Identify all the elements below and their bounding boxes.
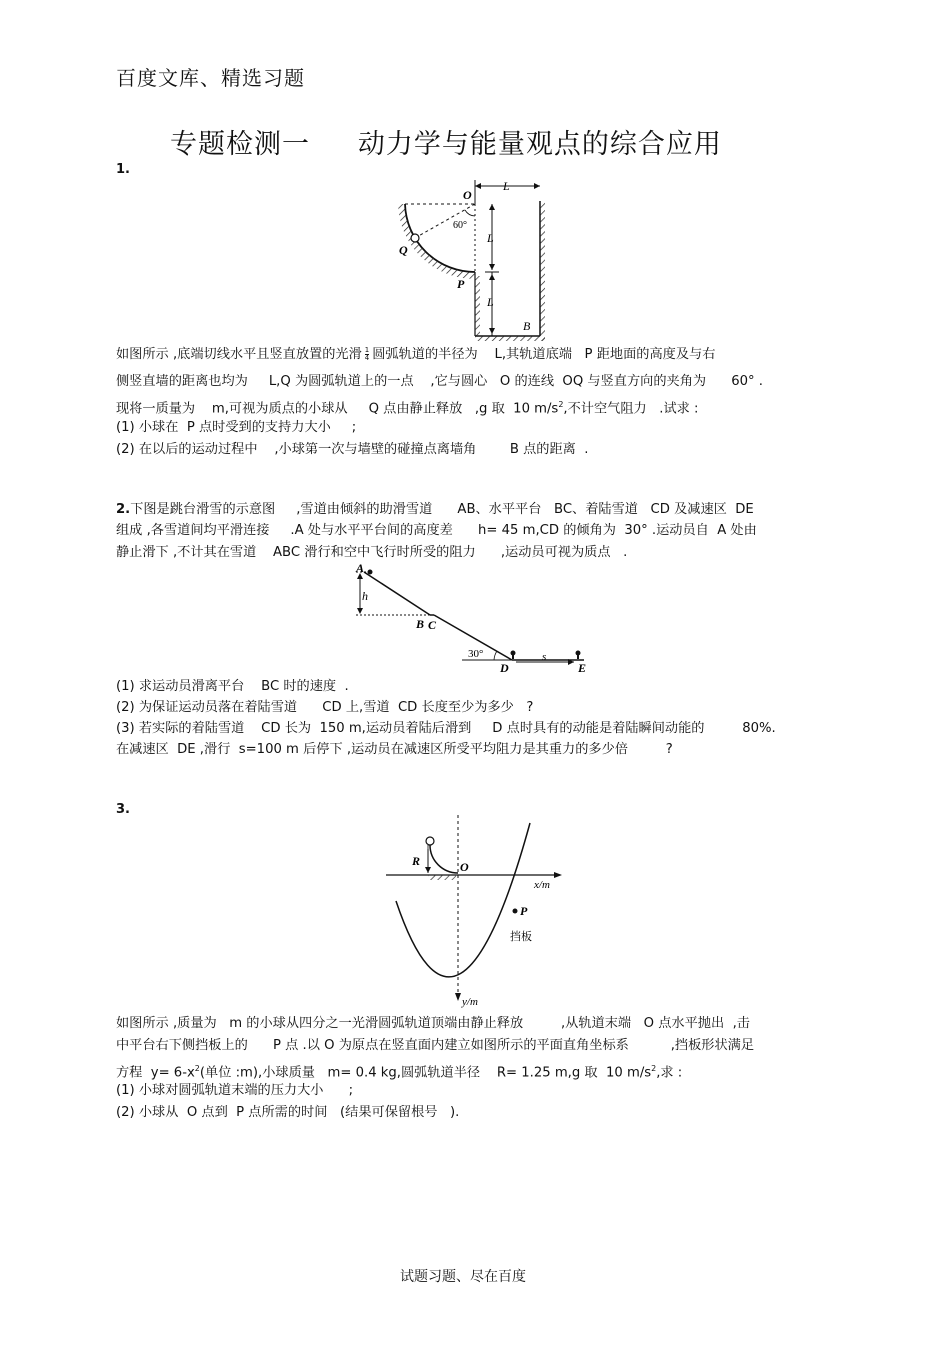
q2-skier-A <box>368 570 373 575</box>
q2-figure <box>352 562 592 674</box>
q2-sub3b: 在减速区 DE ,滑行 s=100 m 后停下 ,运动员在减速区所受平均阻力是其重力的多少倍 ? <box>116 742 673 757</box>
q3-label-x: x/m <box>534 879 550 891</box>
q2-text-line1: 2.下图是跳台滑雪的示意图 ,雪道由倾斜的助滑雪道 AB、水平平台 BC、着陆雪道 CD 及减速区 DE <box>116 502 754 517</box>
q2-label-A: A <box>356 562 365 575</box>
q2-label-E: E <box>578 661 587 674</box>
q3-number: 3. <box>116 802 130 817</box>
q3-text-line2: 中平台右下侧挡板上的 P 点 .以 O 为原点在竖直面内建立如图所示的平面直角坐标系 ,挡板形状满足 <box>116 1038 755 1053</box>
q1-label-angle: 60° <box>453 220 467 231</box>
q2-label-D: D <box>500 661 509 674</box>
q2-text-line3: 静止滑下 ,不计其在雪道 ABC 滑行和空中飞行时所受的阻力 ,运动员可视为质点 . <box>116 545 628 560</box>
q1-label-L-low: L <box>487 295 494 309</box>
q3-label-board: 挡板 <box>510 931 532 943</box>
q1-arc-hatch <box>398 204 475 279</box>
q1-label-L-mid: L <box>487 231 494 245</box>
q2-sub2: (2) 为保证运动员落在着陆雪道 CD 上,雪道 CD 长度至少为多少 ? <box>116 700 534 715</box>
q2-text-line2: 组成 ,各雪道间均平滑连接 .A 处与水平平台间的高度差 h= 45 m,CD 的倾角为 30° .运动员自 A 处由 <box>116 523 757 538</box>
q1-label-Q: Q <box>399 243 408 257</box>
q1-label-O: O <box>463 188 472 202</box>
q1-label-B: B <box>523 319 531 333</box>
q1-text-line3: 现将一质量为 m,可视为质点的小球从 Q 点由静止释放 ,g 取 10 $m/s^2$,不计空气阻力 .试求 : <box>116 400 699 417</box>
page-title: 专题检测一 动力学与能量观点的综合应用 <box>170 129 722 160</box>
q2-label-s: s <box>542 651 547 663</box>
q3-label-O: O <box>460 860 469 874</box>
q1-label-L-top: L <box>503 179 510 193</box>
q2-skier-D <box>511 651 516 656</box>
q3-sub2: (2) 小球从 O 点到 P 点所需的时间 (结果可保留根号 ). <box>116 1105 460 1120</box>
q3-text-line1: 如图所示 ,质量为 m 的小球从四分之一光滑圆弧轨道顶端由静止释放 ,从轨道末端 O 点水平抛出 ,击 <box>116 1016 750 1031</box>
q3-parabola <box>396 823 530 977</box>
q3-point-P <box>513 909 518 914</box>
q1-sub1: (1) 小球在 P 点时受到的支持力大小 ; <box>116 420 357 435</box>
q1-text-line2: 侧竖直墙的距离也均为 L,Q 为圆弧轨道上的一点 ,它与圆心 O 的连线 OQ 与竖直方向的夹角为 60° . <box>116 374 763 389</box>
q3-ball <box>426 837 434 845</box>
q2-label-C: C <box>428 618 437 632</box>
q3-figure <box>382 815 567 1011</box>
q1-label-P: P <box>457 277 465 291</box>
page-header: 百度文库、精选习题 <box>116 66 305 90</box>
q1-text-line1: 如图所示 ,底端切线水平且竖直放置的光滑 $\frac{1}{4}$ 圆弧轨道的半径为 L,其轨道底端 P 距地面的高度及与右 <box>116 345 716 362</box>
q2-label-angle: 30° <box>468 648 484 660</box>
q2-number: 2. <box>116 502 131 517</box>
q2-label-B: B <box>416 617 425 631</box>
q1-ball <box>411 234 419 242</box>
q1-number: 1. <box>116 162 130 177</box>
q2-skier-E <box>576 651 581 656</box>
q2-sub3a: (3) 若实际的着陆雪道 CD 长为 150 m,运动员着陆后滑到 D 点时具有的动能是着陆瞬间动能的 80%. <box>116 721 776 736</box>
q3-label-y: y/m <box>462 996 478 1008</box>
q2-label-h: h <box>362 589 368 603</box>
q1-figure <box>395 176 555 344</box>
q3-text-line3: 方程 $y= 6-x^2$(单位 :m),小球质量 m= 0.4 kg,圆弧轨道半径 R= 1.25 m,g 取 10 $m/s^2$,求 : <box>116 1064 683 1081</box>
q2-sub1: (1) 求运动员滑离平台 BC 时的速度 . <box>116 679 349 694</box>
q1-sub2: (2) 在以后的运动过程中 ,小球第一次与墙壁的碰撞点离墙角 B 点的距离 . <box>116 442 589 457</box>
fraction-quarter: $\frac{1}{4}$ <box>364 345 370 362</box>
q3-label-P: P <box>520 904 528 918</box>
q3-sub1: (1) 小球对圆弧轨道末端的压力大小 ; <box>116 1083 354 1098</box>
page-footer: 试题习题、尽在百度 <box>400 1269 526 1285</box>
q3-label-R: R <box>412 854 421 868</box>
